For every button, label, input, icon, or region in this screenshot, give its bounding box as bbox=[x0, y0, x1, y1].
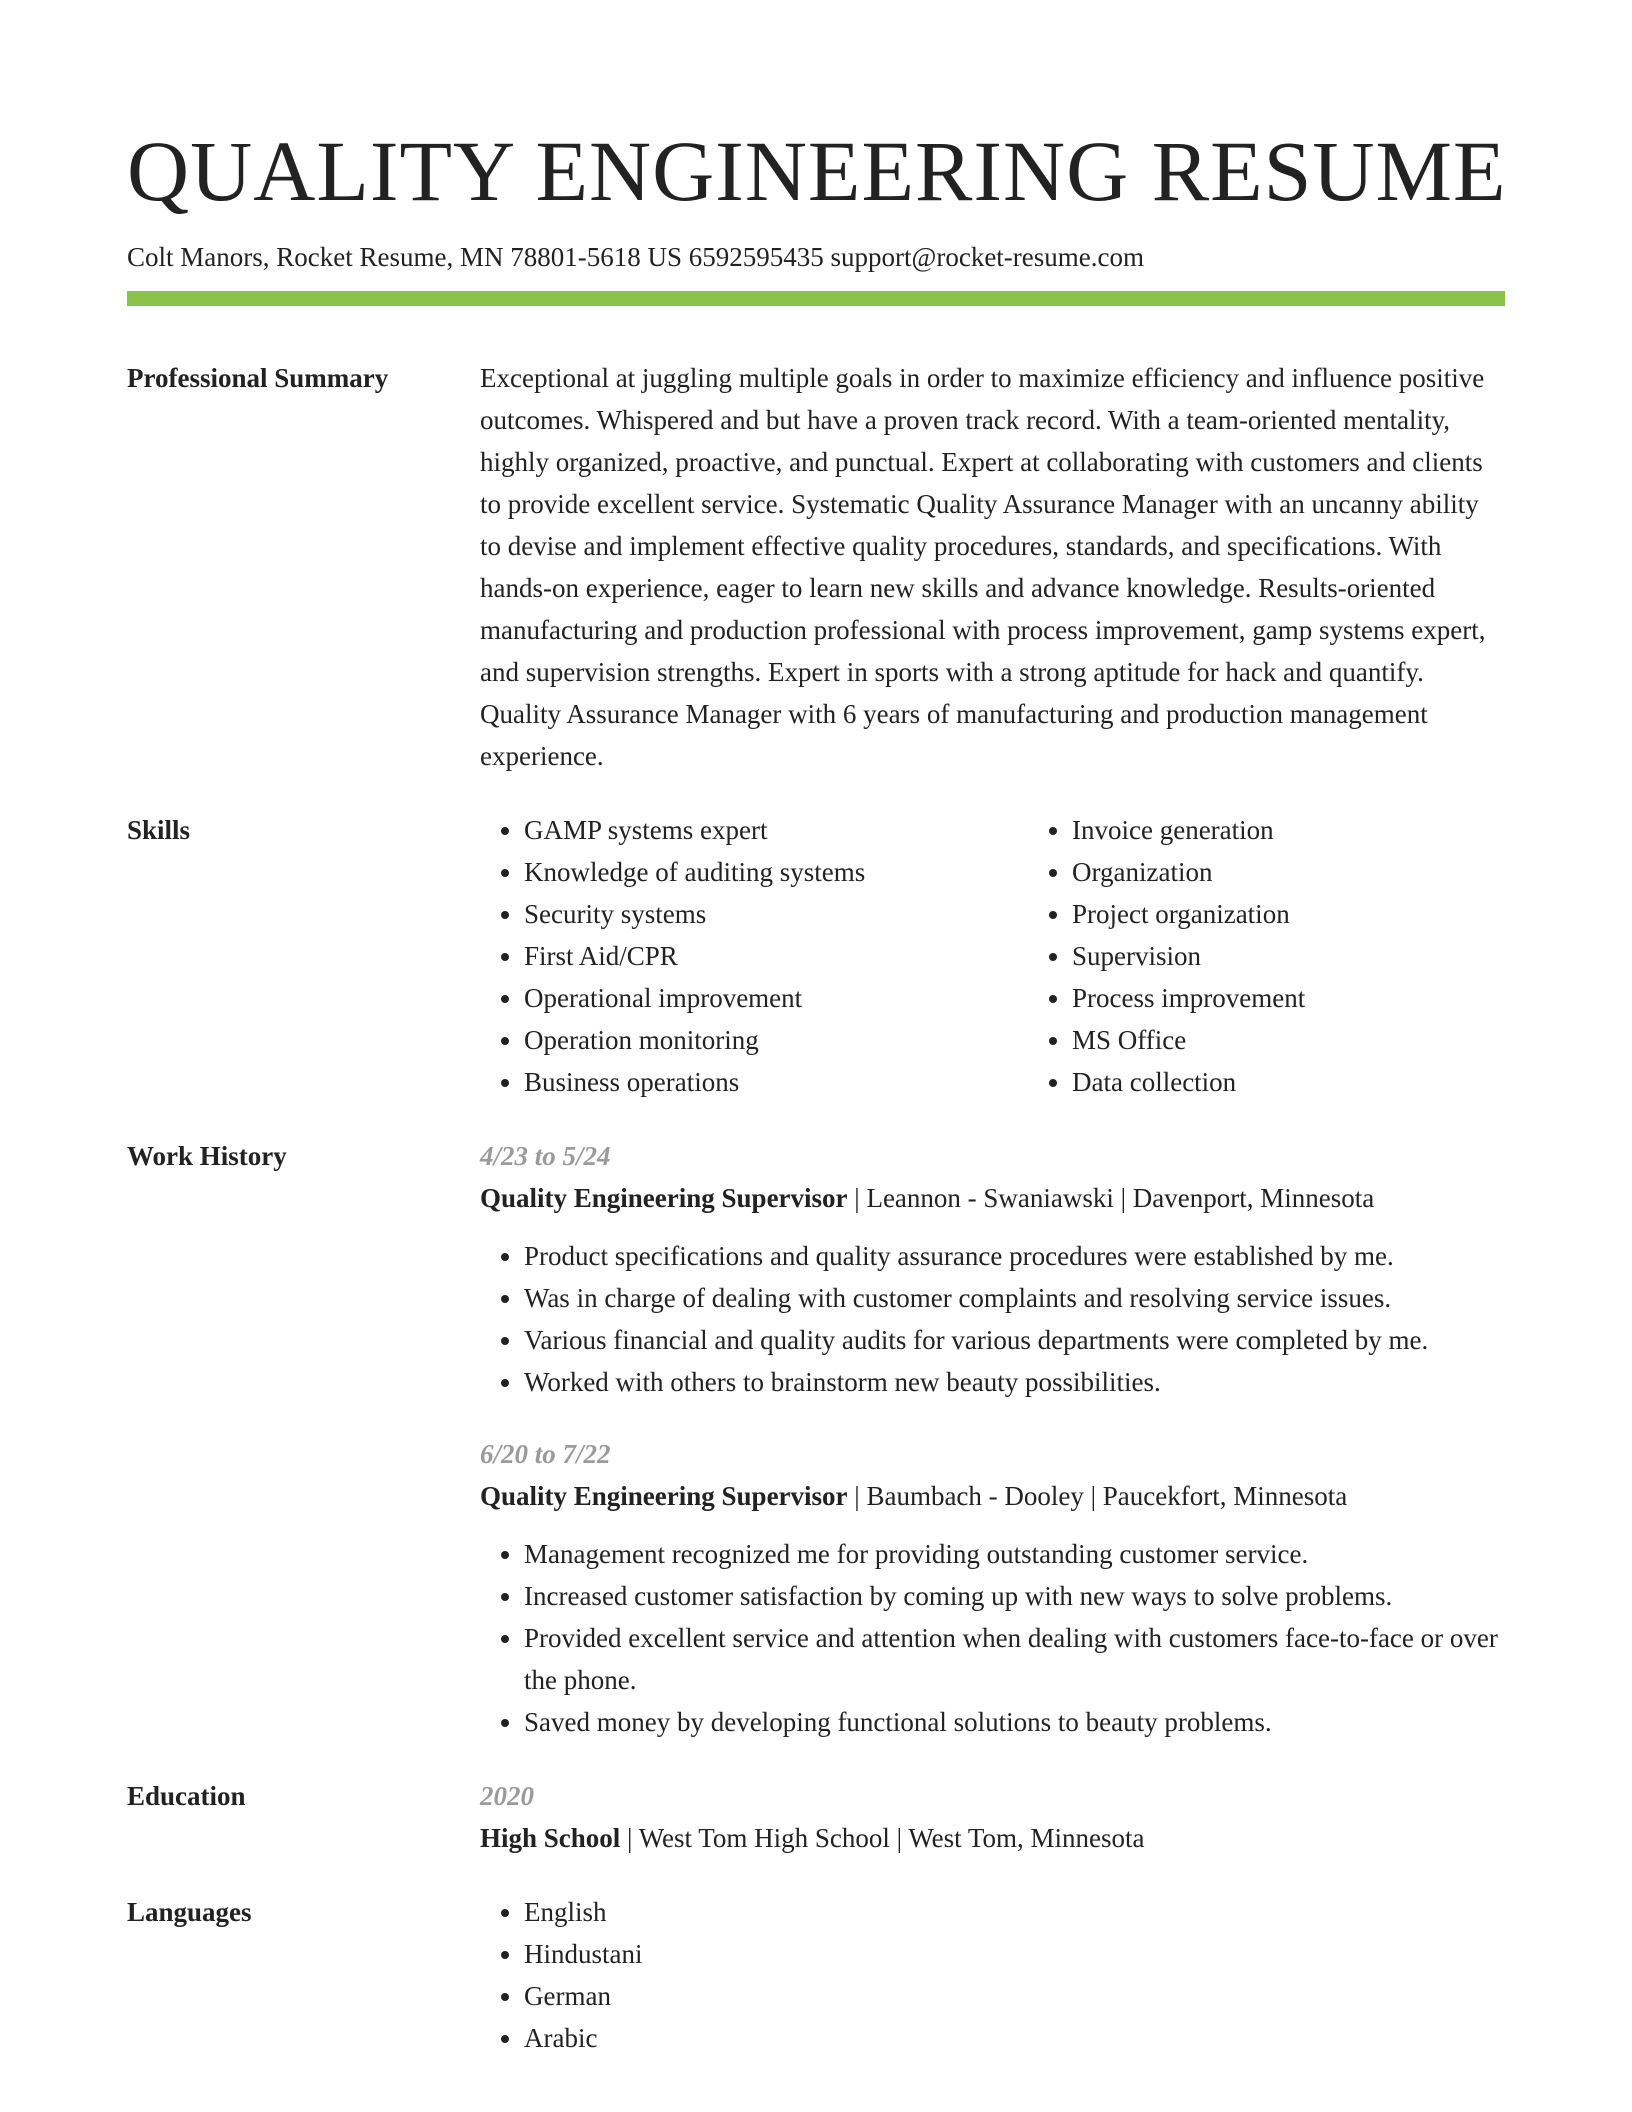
job-bullet: • Various financial and quality audits for various departments were completed by me. bbox=[524, 1319, 1505, 1361]
skill-item: • Knowledge of auditing systems bbox=[524, 851, 1028, 893]
education-degree: High School bbox=[480, 1823, 621, 1854]
job-bullet: • Saved money by developing functional solutions to beauty problems. bbox=[524, 1701, 1505, 1743]
job-dates: 6/20 to 7/22 bbox=[480, 1439, 611, 1470]
job-bullet: • Worked with others to brainstorm new beauty possibilities. bbox=[524, 1361, 1505, 1403]
skill-item: • Process improvement bbox=[1072, 977, 1576, 1019]
skill-item: • Business operations bbox=[524, 1061, 1028, 1103]
job-entry bbox=[480, 1433, 1505, 1743]
skill-item: • Project organization bbox=[1072, 893, 1576, 935]
skill-item: • Security systems bbox=[524, 893, 1028, 935]
education-heading: Education bbox=[127, 1781, 246, 1812]
job-bullet: • Product specifications and quality assurance procedures were established by me. bbox=[524, 1235, 1505, 1277]
languages-list bbox=[480, 1891, 1505, 2059]
skill-item: • First Aid/CPR bbox=[524, 935, 1028, 977]
resume-title: QUALITY ENGINEERING RESUME bbox=[127, 123, 1507, 219]
skills-content bbox=[480, 809, 1505, 1103]
languages-heading: Languages bbox=[127, 1897, 252, 1928]
job-header bbox=[480, 1475, 1505, 1517]
job-header bbox=[480, 1177, 1505, 1219]
job-title: Quality Engineering Supervisor bbox=[480, 1481, 848, 1512]
job-dates: 4/23 to 5/24 bbox=[480, 1141, 611, 1172]
language-item: • English bbox=[524, 1891, 1505, 1933]
skills-list-right bbox=[1028, 809, 1576, 1103]
summary-heading: Professional Summary bbox=[127, 363, 389, 394]
skill-item: • Operational improvement bbox=[524, 977, 1028, 1019]
language-item: • German bbox=[524, 1975, 1505, 2017]
education-section bbox=[127, 1775, 1505, 1859]
language-item: • Arabic bbox=[524, 2017, 1505, 2059]
job-entry bbox=[480, 1135, 1505, 1403]
work-history-content bbox=[480, 1135, 1505, 1743]
job-bullet: • Management recognized me for providing outstanding customer service. bbox=[524, 1533, 1505, 1575]
languages-section bbox=[127, 1891, 1505, 2059]
job-bullet: • Was in charge of dealing with customer complaints and resolving service issues. bbox=[524, 1277, 1505, 1319]
job-bullet: • Increased customer satisfaction by coming up with new ways to solve problems. bbox=[524, 1575, 1505, 1617]
skills-list-left bbox=[480, 809, 1028, 1103]
education-school-location: | West Tom High School | West Tom, Minnesota bbox=[620, 1823, 1145, 1854]
language-item: • Hindustani bbox=[524, 1933, 1505, 1975]
skill-item: • Operation monitoring bbox=[524, 1019, 1028, 1061]
summary-section bbox=[127, 357, 1505, 777]
skills-section bbox=[127, 809, 1505, 1103]
skill-item: • MS Office bbox=[1072, 1019, 1576, 1061]
job-bullet: • Provided excellent service and attention when dealing with customers face-to-face or over the phone. bbox=[524, 1617, 1505, 1701]
job-employer-location: | Baumbach - Dooley | Paucekfort, Minnesota bbox=[847, 1481, 1348, 1512]
summary-text: Exceptional at juggling multiple goals in order to maximize efficiency and influence positive outcomes. Whispered and but have a proven track record. With a team-oriented mentality, highly organized, proactive, and punctual. Expert at collaborating with customers and clients to provide excellent service. Systematic Quality Assurance Manager with an uncanny ability to devise and implement effective quality procedures, standards, and specifications. With hands-on experience, eager to learn new skills and advance knowledge. Results-oriented manufacturing and production professional with process improvement, gamp systems expert, and supervision strengths. Expert in sports with a strong aptitude for hack and quantify. Quality Assurance Manager with 6 years of manufacturing and production management experience. bbox=[480, 363, 1486, 772]
job-bullets bbox=[480, 1533, 1505, 1743]
skills-heading: Skills bbox=[127, 815, 191, 846]
summary-content bbox=[480, 357, 1505, 777]
skill-item: • Data collection bbox=[1072, 1061, 1576, 1103]
education-year: 2020 bbox=[480, 1781, 534, 1812]
job-title: Quality Engineering Supervisor bbox=[480, 1183, 848, 1214]
contact-line: Colt Manors, Rocket Resume, MN 78801-5618 US 6592595435 support@rocket-resume.com bbox=[127, 242, 1144, 272]
job-employer-location: | Leannon - Swaniawski | Davenport, Minnesota bbox=[847, 1183, 1375, 1214]
skill-item: • Invoice generation bbox=[1072, 809, 1576, 851]
skill-item: • Organization bbox=[1072, 851, 1576, 893]
skill-item: • Supervision bbox=[1072, 935, 1576, 977]
work-history-section bbox=[127, 1135, 1505, 1743]
education-content bbox=[480, 1775, 1505, 1859]
skill-item: • GAMP systems expert bbox=[524, 809, 1028, 851]
education-line bbox=[480, 1817, 1505, 1859]
header-divider bbox=[127, 291, 1505, 306]
work-history-heading: Work History bbox=[127, 1141, 287, 1172]
job-bullets bbox=[480, 1235, 1505, 1403]
languages-content bbox=[480, 1891, 1505, 2059]
